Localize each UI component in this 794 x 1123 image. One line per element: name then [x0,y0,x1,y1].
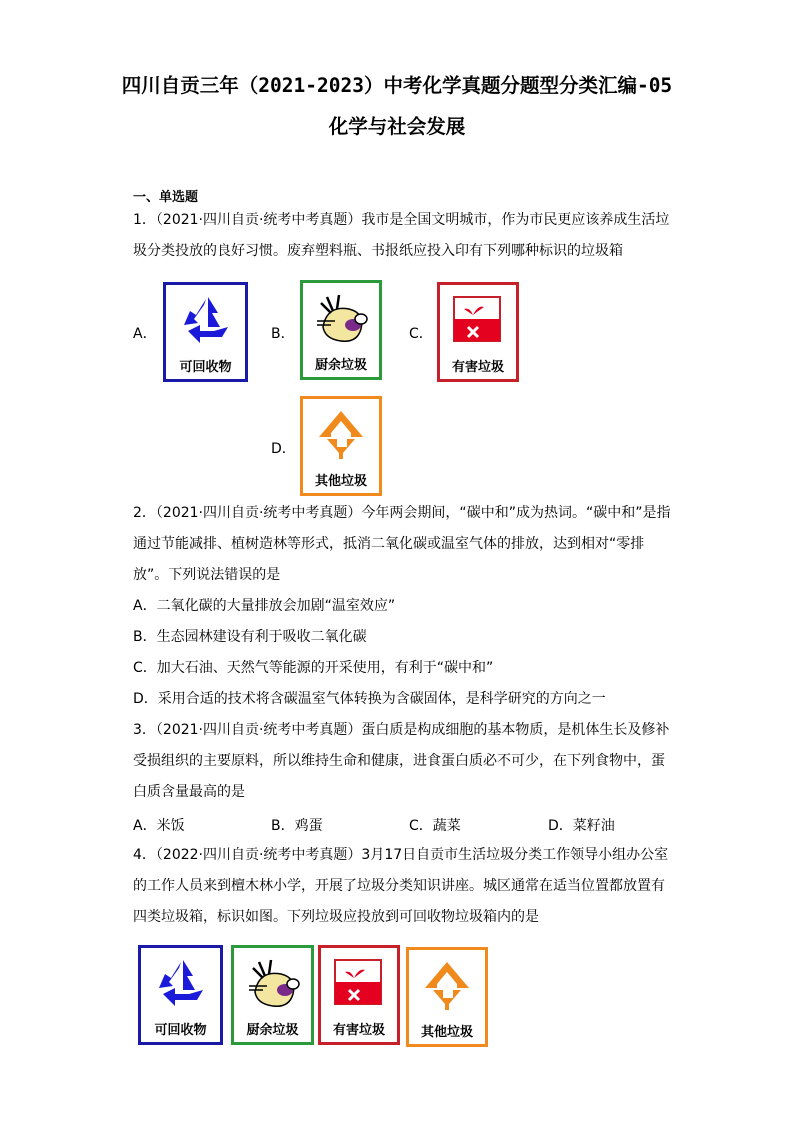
kitchen-waste-sign [231,945,314,1045]
sign-label: 可回收物 [179,360,232,375]
section-heading: 一、单选题 [133,190,199,205]
sign-label: 其他垃圾 [314,474,367,489]
q3-line-3: 白质含量最高的是 [133,784,245,800]
hazardous-waste-sign [318,945,400,1045]
q1-option-a-letter: A． [133,326,157,342]
hazard-icon [449,293,507,349]
sign-label: 其他垃圾 [420,1025,473,1040]
q3-option-b: B．鸡蛋 [271,818,323,834]
kitchen-waste-sign [300,280,382,380]
food-scraps-icon [244,956,302,1012]
other-waste-icon [418,958,476,1014]
other-waste-icon [312,407,370,463]
sign-label: 厨余垃圾 [246,1023,299,1038]
recycle-icon [152,956,210,1012]
q3-option-d: D．菜籽油 [548,818,615,834]
q3-line-1: 3．（2021·四川自贡·统考中考真题）蛋白质是构成细胞的基本物质，是机体生长及修补 [133,722,670,738]
q3-option-a: A．米饭 [133,818,185,834]
hazardous-waste-sign [437,282,519,382]
hazard-icon [330,956,388,1012]
q2-option-b: B．生态园林建设有利于吸收二氧化碳 [133,629,367,645]
sign-label: 有害垃圾 [332,1023,385,1038]
other-waste-sign [406,947,488,1047]
q1-line-2: 圾分类投放的良好习惯。废弃塑料瓶、书报纸应投入印有下列哪种标识的垃圾箱 [133,243,623,259]
sign-label: 可回收物 [154,1023,207,1038]
q4-line-3: 四类垃圾箱，标识如图。下列垃圾应投放到可回收物垃圾箱内的是 [133,909,539,925]
food-scraps-icon [312,291,370,347]
q3-option-c: C．蔬菜 [409,818,461,834]
recyclable-sign [163,282,248,382]
recyclable-sign [138,945,223,1045]
document-title-line2: 化学与社会发展 [328,115,466,138]
q3-line-2: 受损组织的主要原料，所以维持生命和健康，进食蛋白质必不可少，在下列食物中，蛋 [133,753,665,769]
q2-option-c: C．加大石油、天然气等能源的开采使用，有利于“碳中和” [133,660,494,676]
q1-option-c-letter: C． [409,326,433,342]
q4-line-2: 的工作人员来到檀木林小学，开展了垃圾分类知识讲座。城区通常在适当位置都放置有 [133,878,665,894]
other-waste-sign [300,396,382,496]
q2-option-d: D．采用合适的技术将含碳温室气体转换为含碳固体，是科学研究的方向之一 [133,691,606,707]
recycle-icon [177,293,235,349]
q1-option-d-letter: D． [271,441,296,457]
q2-line-3: 放”。下列说法错误的是 [133,567,281,583]
q2-option-a: A．二氧化碳的大量排放会加剧“温室效应” [133,598,396,614]
document-title-line1: 四川自贡三年（2021-2023）中考化学真题分题型分类汇编-05 [121,74,673,97]
q1-option-b-letter: B． [271,326,295,342]
sign-label: 有害垃圾 [451,360,504,375]
q4-line-1: 4．（2022·四川自贡·统考中考真题）3月17日自贡市生活垃圾分类工作领导小组办公室 [133,847,669,863]
q2-line-1: 2．（2021·四川自贡·统考中考真题）今年两会期间，“碳中和”成为热词。“碳中和”是指 [133,505,671,521]
q1-line-1: 1．（2021·四川自贡·统考中考真题）我市是全国文明城市，作为市民更应该养成生活垃 [133,212,670,228]
sign-label: 厨余垃圾 [314,358,367,373]
q2-line-2: 通过节能减排、植树造林等形式，抵消二氧化碳或温室气体的排放，达到相对“零排 [133,536,645,552]
